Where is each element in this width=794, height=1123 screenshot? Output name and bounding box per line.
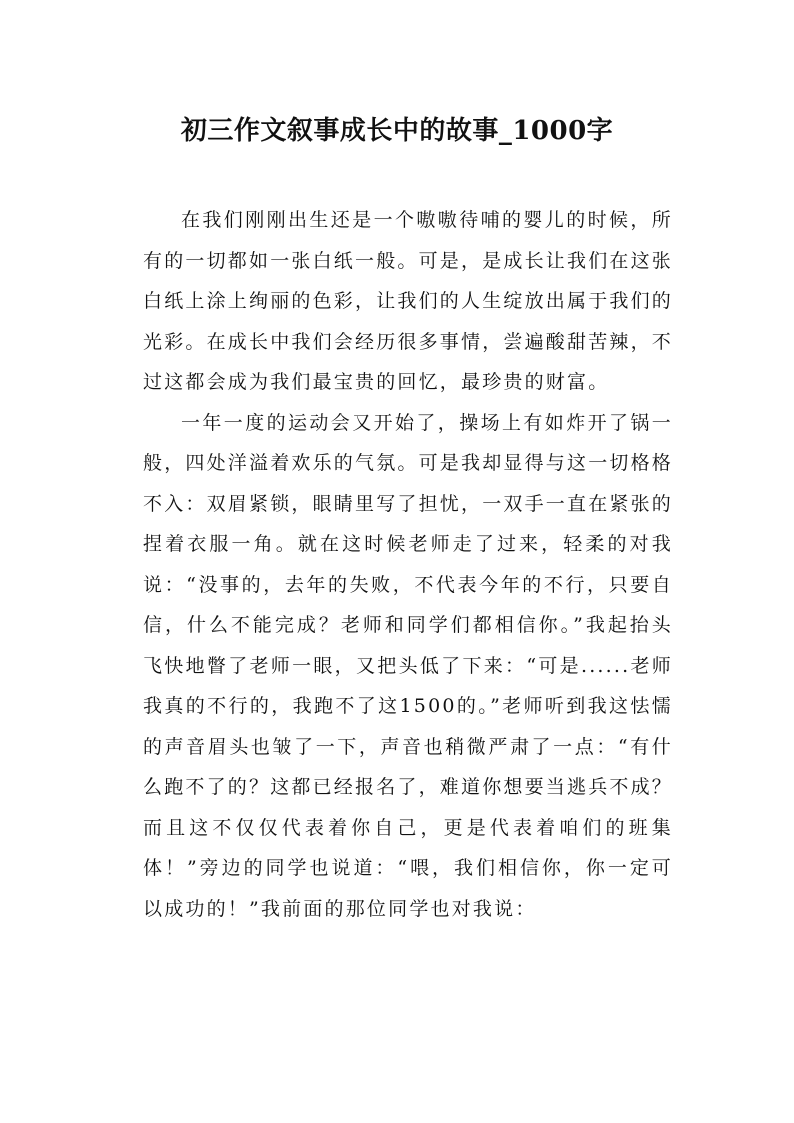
document-body: [143, 200, 673, 929]
document-title: 初三作文叙事成长中的故事_1000字: [180, 116, 614, 146]
body-paragraph: 一年一度的运动会又开始了，操场上有如炸开了锅一般，四处洋溢着欢乐的气氛。可是我却显得与这一切格格不入：双眉紧锁，眼睛里写了担忧，一双手一直在紧张的捏着衣服一角。就在这时候老师走了过来，轻柔的对我说：“没事的，去年的失败，不代表今年的不行，只要自信，什么不能完成？老师和同学们都相信你。”我起抬头飞快地瞥了老师一眼，又把头低了下来：“可是......老师我真的不行的，我跑不了这1500的。”老师听到我这怯懦的声音眉头也皱了一下，声音也稍微严肃了一点：“有什么跑不了的？这都已经报名了，难道你想要当逃兵不成？而且这不仅仅代表着你自己，更是代表着咱们的班集体！”旁边的同学也说道：“喂，我们相信你，你一定可以成功的！”我前面的那位同学也对我说：: [143, 411, 674, 920]
body-paragraph: 在我们刚刚出生还是一个嗷嗷待哺的婴儿的时候，所有的一切都如一张白纸一般。可是，是成长让我们在这张白纸上涂上绚丽的色彩，让我们的人生绽放出属于我们的光彩。在成长中我们会经历很多事情，尝遍酸甜苦辣，不过这都会成为我们最宝贵的回忆，最珍贵的财富。: [143, 209, 674, 393]
